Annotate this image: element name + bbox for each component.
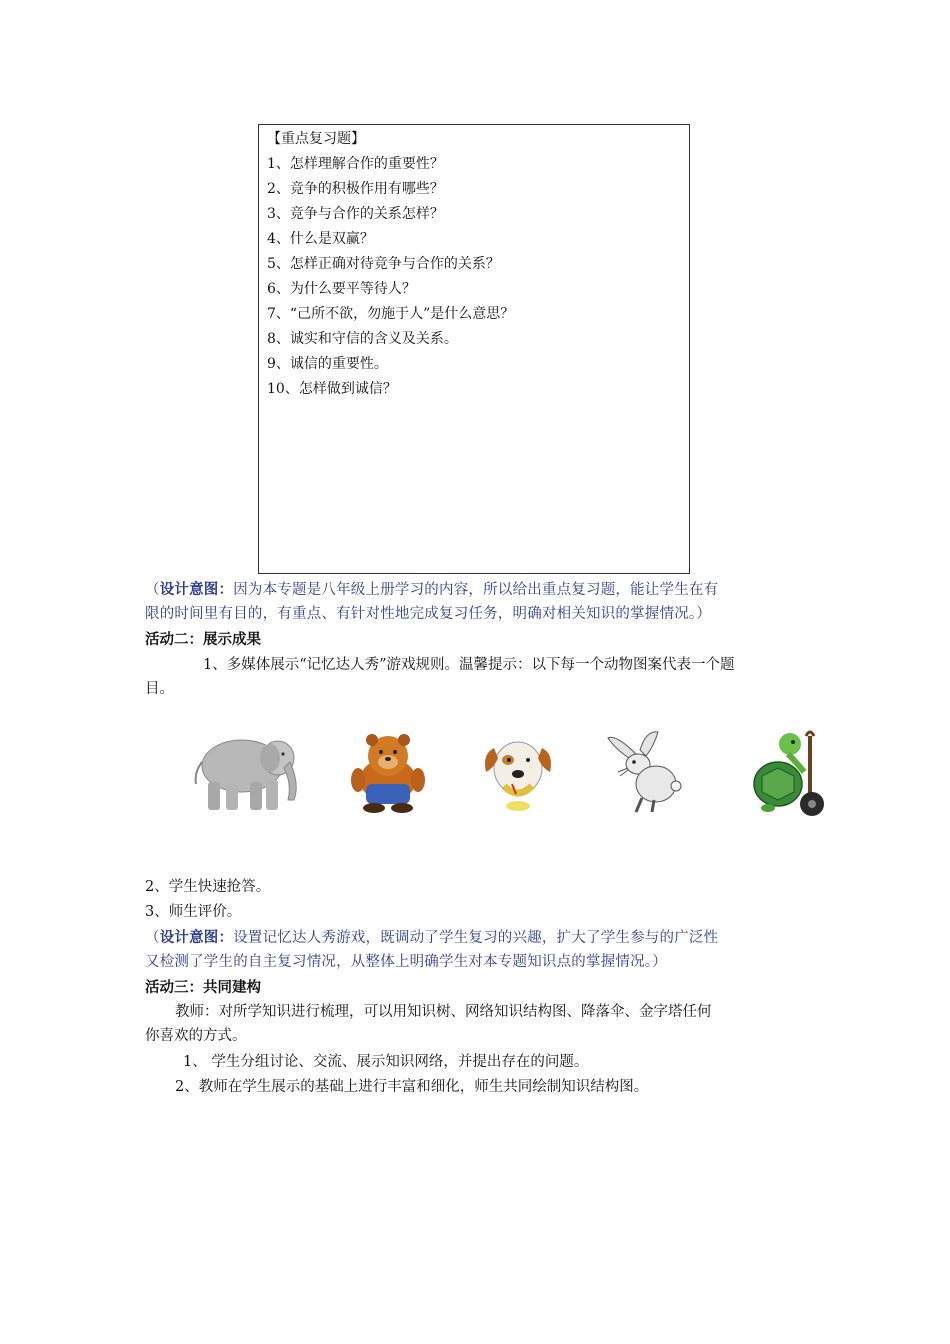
activity-two-heading: 活动二：展示成果 xyxy=(145,631,261,648)
review-question: 6、为什么要平等待人？ xyxy=(267,281,416,297)
review-questions-box xyxy=(258,124,690,574)
turtle-icon xyxy=(748,728,834,818)
animal-pictures-row xyxy=(178,728,838,828)
activity-three-heading: 活动三：共同建构 xyxy=(145,979,261,996)
activity-two-paragraph-3: 3、师生评价。 xyxy=(145,904,242,920)
rabbit-icon xyxy=(606,728,688,814)
activity-three-paragraph-2: 1、 学生分组讨论、交流、展示知识网络，并提出存在的问题。 xyxy=(183,1054,589,1070)
dog-icon xyxy=(478,728,558,814)
review-question: 5、怎样正确对待竞争与合作的关系？ xyxy=(267,256,500,272)
review-question: 3、竞争与合作的关系怎样？ xyxy=(267,206,444,222)
design-intent-1-line1: （设计意图：因为本专题是八年级上册学习的内容，所以给出重点复习题，能让学生在有 xyxy=(145,581,719,598)
review-question: 10、怎样做到诚信？ xyxy=(267,381,397,397)
design-intent-1 xyxy=(145,578,815,626)
design-intent-label: 设计意图： xyxy=(159,581,234,598)
review-question: 8、诚实和守信的含义及关系。 xyxy=(267,331,458,347)
activity-two-paragraph-1: 1、多媒体展示“记忆达人秀”游戏规则。温馨提示：以下每一个动物图案代表一个题 目。 xyxy=(145,657,735,697)
elephant-icon xyxy=(184,728,302,814)
design-intent-1-line2: 限的时间里有目的，有重点、有针对性地完成复习任务，明确对相关知识的掌握情况。） xyxy=(145,606,712,622)
review-title: 【重点复习题】 xyxy=(267,131,365,147)
activity-three-paragraph-3: 2、教师在学生展示的基础上进行丰富和细化，师生共同绘制知识结构图。 xyxy=(175,1079,649,1095)
bear-icon xyxy=(346,728,430,814)
design-intent-2-line2: 又检测了学生的自主复习情况，从整体上明确学生对本专题知识点的掌握情况。） xyxy=(145,954,667,970)
review-question: 1、怎样理解合作的重要性？ xyxy=(267,156,444,172)
review-question: 9、诚信的重要性。 xyxy=(267,356,388,372)
review-question: 7、“己所不欲，勿施于人”是什么意思？ xyxy=(267,306,515,322)
activity-three-paragraph-1: 教师：对所学知识进行梳理，可以用知识树、网络知识结构图、降落伞、金字塔任何 你喜欢的方式。 xyxy=(145,1004,712,1044)
review-question: 2、竞争的积极作用有哪些？ xyxy=(267,181,444,197)
review-question: 4、什么是双赢？ xyxy=(267,231,374,247)
activity-two-paragraph-2: 2、学生快速抢答。 xyxy=(145,879,271,895)
design-intent-2-line1: （设计意图：设置记忆达人秀游戏，既调动了学生复习的兴趣，扩大了学生参与的广泛性 xyxy=(145,929,719,946)
design-intent-2 xyxy=(145,926,815,974)
design-intent-label: 设计意图： xyxy=(159,929,234,946)
